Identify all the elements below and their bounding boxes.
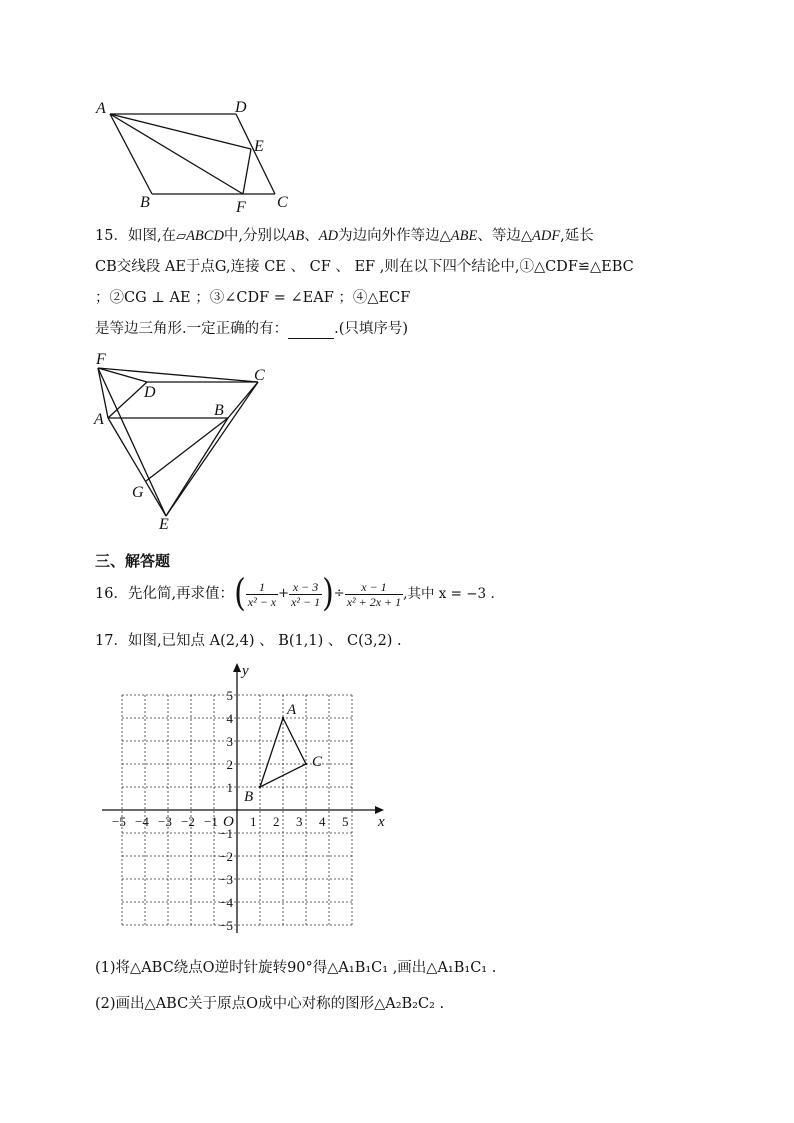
x-tick-label: −5 — [112, 814, 126, 829]
q17-part1: (1)将△ABC绕点O逆时针旋转90°得△A₁B₁C₁ ,画出△A₁B₁C₁ . — [95, 960, 497, 976]
label-D: D — [144, 384, 156, 401]
label-D: D — [235, 99, 247, 116]
q15-line2: CB交线段 AE于点G,连接 CE 、 CF 、 EF ,则在以下四个结论中,①△CDF≌△EBC — [95, 259, 634, 275]
parallelogram-icon: ▱ — [176, 229, 187, 244]
label-C: C — [277, 194, 288, 211]
x-tick-label: 1 — [250, 814, 257, 829]
label-F: F — [96, 351, 106, 368]
q15-line4: 是等边三角形.一定正确的有： .(只填序号) — [95, 321, 409, 337]
point-label-B: B — [244, 789, 254, 805]
parallelogram-figure — [90, 92, 310, 217]
label-B: B — [214, 402, 224, 419]
point-A — [282, 717, 284, 719]
label-G: G — [132, 484, 144, 501]
x-tick-label: −2 — [181, 814, 195, 829]
x-tick-label: 4 — [319, 814, 326, 829]
coordinate-grid-chart — [90, 660, 390, 955]
y-tick-label: 1 — [226, 780, 233, 795]
x-tick-label: −3 — [158, 814, 172, 829]
origin-label: O — [223, 814, 234, 830]
y-axis-label: y — [242, 663, 249, 679]
q16-expression: 16．先化简,再求值：( $\frac{1}{\text{x² − x}}$ + $\frac{x - 3}{\text{x² − 1}}$ )÷ $\frac{x - 1}{\text{x² + 2x + 1}}$ ,其中 x = −3 . — [95, 571, 495, 616]
y-tick-label: 5 — [226, 688, 233, 703]
x-tick-label: 2 — [273, 814, 280, 829]
point-C — [305, 763, 307, 765]
label-E: E — [254, 138, 264, 155]
y-tick-label: −2 — [219, 849, 233, 864]
x-tick-label: −4 — [135, 814, 149, 829]
y-tick-label: 2 — [226, 757, 233, 772]
point-B — [259, 786, 261, 788]
label-B: B — [140, 194, 150, 211]
x-tick-label: 3 — [296, 814, 303, 829]
x-axis-arrow — [375, 806, 384, 814]
fraction-1: $\frac{1}{\text{x² − x}}$ — [247, 579, 277, 609]
y-axis-arrow — [233, 663, 241, 672]
x-tick-label: 5 — [342, 814, 349, 829]
y-tick-label: −4 — [219, 895, 233, 910]
x-axis-label: x — [378, 814, 385, 830]
y-tick-label: 4 — [226, 711, 233, 726]
q15-line3: ；②CG ⊥ AE ；③∠CDF = ∠EAF ；④△ECF — [95, 290, 411, 306]
point-label-C: C — [312, 754, 323, 770]
equilateral-figure — [88, 346, 288, 536]
section-heading: 三、解答题 — [95, 552, 171, 570]
label-A: A — [96, 100, 106, 117]
y-tick-label: 3 — [226, 734, 233, 749]
q17-line: 17．如图,已知点 A(2,4) 、 B(1,1) 、 C(3,2) . — [95, 633, 402, 649]
point-label-A: A — [287, 702, 297, 718]
label-C: C — [254, 367, 265, 384]
y-tick-label: −5 — [219, 918, 233, 933]
x-tick-label: −1 — [204, 814, 218, 829]
y-tick-label: −3 — [219, 872, 233, 887]
answer-blank[interactable] — [288, 324, 334, 339]
fraction-3: $\frac{x - 1}{\text{x² + 2x + 1}}$ — [346, 579, 402, 609]
y-tick-label: −1 — [219, 826, 233, 841]
q15-line1: 15．如图,在▱ABCD中,分别以AB、AD为边向外作等边△ABE、等边△ADF,延长 — [95, 228, 594, 244]
label-E: E — [159, 516, 169, 533]
fraction-2: $\frac{x - 3}{\text{x² − 1}}$ — [291, 579, 321, 609]
label-A: A — [94, 411, 104, 428]
label-F: F — [236, 199, 246, 216]
q17-part2: (2)画出△ABC关于原点O成中心对称的图形△A₂B₂C₂ . — [95, 996, 445, 1012]
